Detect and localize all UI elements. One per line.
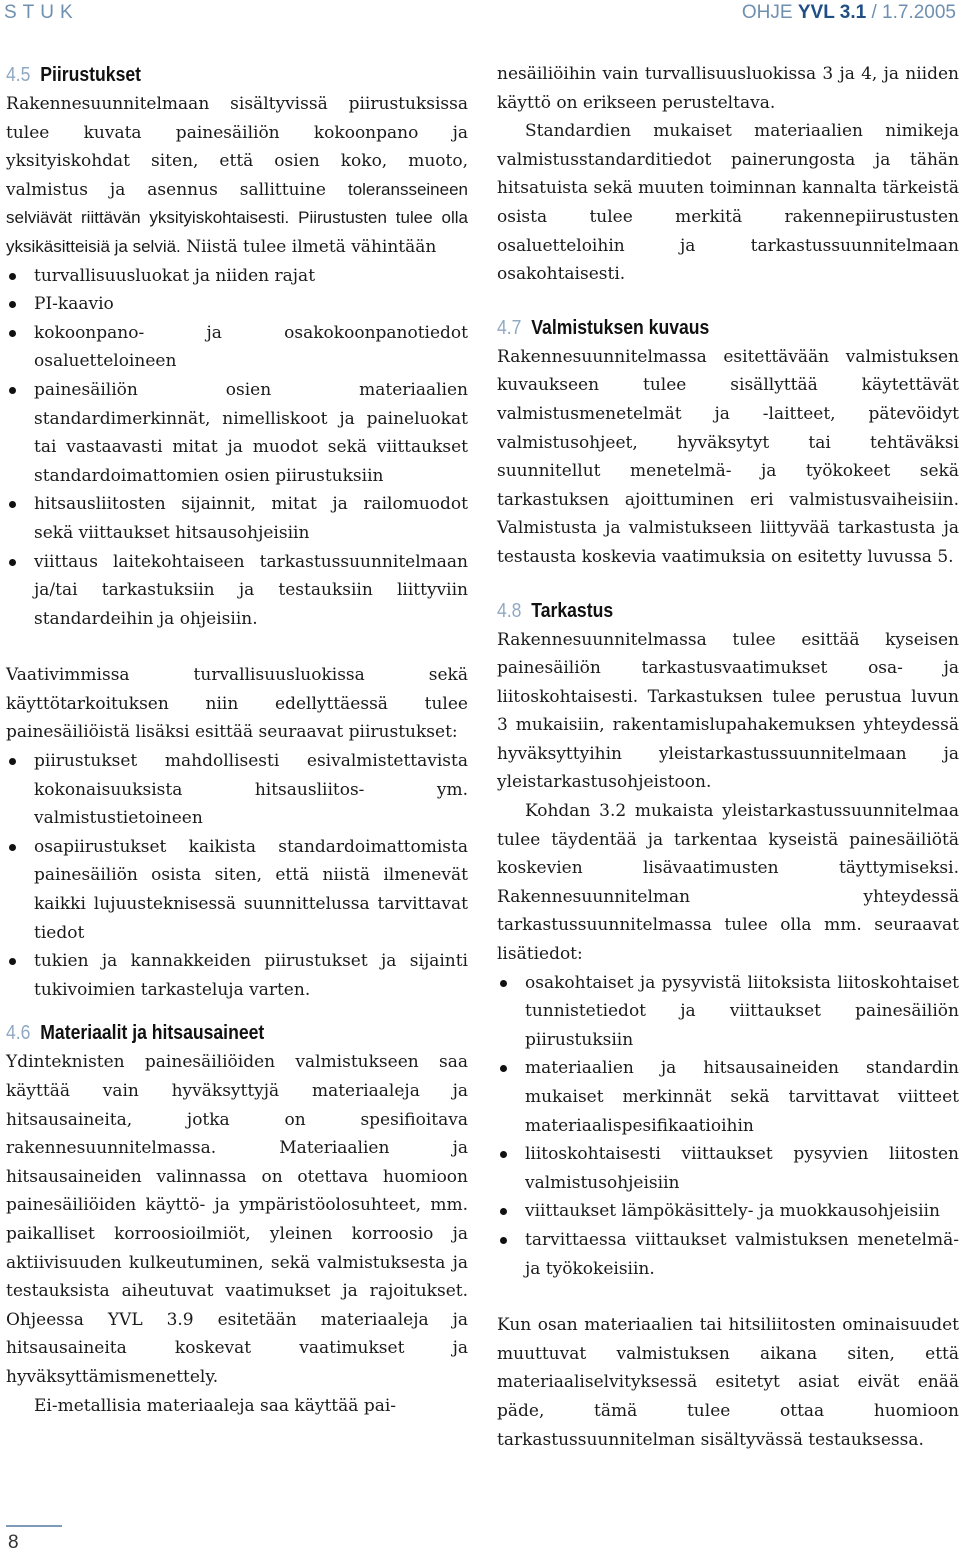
list-item: viittaukset lämpökäsittely- ja muokkausohjeisiin (497, 1197, 959, 1226)
text-sans: toleransseineen selviävät riittävän yksityiskohtaisesti. Piirustusten tulee olla yksikäsitteisiä ja selviä. (6, 179, 468, 256)
list-item: osapiirustukset kaikista standardoimattomista painesäiliön osista siten, että niistä ilmenevät kaikki lujuusteknisessä suunnittelussa tarvittavat tiedot (6, 833, 468, 947)
section-heading-4-5 (6, 60, 413, 90)
section-title: Piirustukset (40, 64, 142, 86)
list-item: liitoskohtaisesti viittaukset pysyvien liitosten valmistusohjeisiin (497, 1140, 959, 1197)
paragraph (6, 90, 468, 262)
bullet-list (6, 747, 468, 1004)
paragraph: Kun osan materiaalien tai hitsiliitosten ominaisuudet muuttuvat valmistuksen aikana siten, että materiaaliselvityksessä esitetyt asiat eivät enää päde, tämä tulee ottaa huomioon tarkastussuunnitelman sisältyvässä testauksessa. (497, 1315, 959, 1450)
page-header (0, 0, 960, 30)
paragraph: Kohdan 3.2 mukaista yleistarkastussuunnitelmaa tulee täydentää ja tarkentaa kyseistä painesäiliötä koskevien lisävaatimusten täyttymiseksi. Rakennesuunnitelman yhteydessä tarkastussuunnitelmassa tulee olla mm. seuraavat lisätiedot: (497, 801, 959, 965)
text-serif: Rakennesuunnitelmaan sisältyvissä piirustuksissa tulee kuvata painesäiliön kokoonpano ja yksityiskohdat siten, että osien koko, muoto, valmistus ja asennus sallittuine (6, 94, 468, 200)
list-item: piirustukset mahdollisesti esivalmistettavista kokonaisuuksista hitsausliitos- ym. valmistustietoineen (6, 747, 468, 833)
left-column (6, 60, 468, 1420)
paragraph: Ei-metallisia materiaaleja saa käyttää pai- (34, 1395, 397, 1416)
section-number: 4.5 (6, 64, 31, 86)
section-title: Materiaalit ja hitsausaineet (40, 1022, 265, 1045)
list-item: painesäiliön osien materiaalien standardimerkinnät, nimelliskoot ja paineluokat tai vastaavasti mitat ja muodot sekä viittaukset standardoimattomien osien piirustuksiin (6, 376, 468, 490)
org-name: STUK (4, 2, 79, 23)
section-number: 4.8 (497, 599, 522, 622)
list-item: turvallisuusluokat ja niiden rajat (6, 262, 468, 291)
footer-rule (6, 1525, 62, 1527)
paragraph: Vaativimmissa turvallisuusluokissa sekä käyttötarkoituksen niin edellyttäessä tulee painesäiliöistä lisäksi esittää seuraavat piirustukset: (6, 665, 468, 743)
section-number: 4.7 (497, 316, 522, 339)
paragraph: Rakennesuunnitelmassa tulee esittää kyseisen painesäiliön tarkastusvaatimukset osa- ja liitoskohtaisesti. Tarkastuksen tulee perustua luvun 3 mukaisiin, rakentamislupahakemuksen yhteydessä hyväksyttyihin yleistarkastussuunnitelmaan ja yleistarkastusohjeistoon. (497, 629, 959, 793)
doc-prefix: OHJE (741, 2, 793, 23)
list-item: hitsausliitosten sijainnit, mitat ja railomuodot sekä viittaukset hitsausohjeisiin (6, 490, 468, 547)
section-number: 4.6 (6, 1022, 31, 1045)
paragraph: Rakennesuunnitelmassa esitettävään valmistuksen kuvaukseen tulee sisällyttää käytettävät valmistusmenetelmät ja -laitteet, pätevöidyt valmistusohjeet, hyväksytyt tai tehtäväksi suunnitellut menetelmä- ja työkokeet sekä tarkastuksen ajoittuminen eri valmistusvaiheisiin. Valmistusta ja valmistukseen liittyvää tarkastusta ja testausta koskevia vaatimuksia on esitetty luvussa 5. (497, 346, 959, 567)
bullet-list (6, 262, 468, 634)
paragraph: nesäiliöihin vain turvallisuusluokissa 3 ja 4, ja niiden käyttö on erikseen perusteltava. (497, 64, 959, 113)
doc-code: YVL 3.1 (797, 2, 867, 23)
section-heading-4-6 (6, 1018, 413, 1048)
doc-reference (742, 2, 956, 24)
section-title: Tarkastus (531, 599, 614, 622)
section-heading-4-7 (497, 313, 904, 343)
list-item: tarvittaessa viittaukset valmistuksen menetelmä- ja työkokeisiin. (497, 1226, 959, 1283)
page-number: 8 (8, 1532, 19, 1553)
paragraph: Ydinteknisten painesäiliöiden valmistukseen saa käyttää vain hyväksyttyjä materiaaleja ja hitsausaineita, jotka on spesifioitava rakennesuunnitelmassa. Materiaalien ja hitsausaineiden valinnassa on otettava huomioon painesäiliöiden käyttö- ja ympäristöolosuhteet, mm. paikalliset korroosioilmiöt, yleinen korroosio ja aktiivisuuden kulkeutuminen, sekä valmistuksesta ja testauksista aiheutuvat vaatimukset ja rajoitukset. Ohjeessa YVL 3.9 esitetään materiaaleja ja hitsausaineita koskevat vaatimukset ja hyväksyttämismenettely. (6, 1052, 468, 1387)
list-item: kokoonpano- ja osakokoonpanotiedot osaluetteloineen (6, 319, 468, 376)
doc-date: / 1.7.2005 (871, 2, 956, 23)
bullet-list (497, 969, 959, 1284)
paragraph: Standardien mukaiset materiaalien nimikeja valmistusstandarditiedot painerungosta ja tähän hitsatuista sekä muuten toiminnan kannalta tärkeistä osista tulee merkitä rakennepiirustusten osaluetteloihin ja tarkastussuunnitelmaan osakohtaisesti. (497, 121, 959, 285)
right-column (497, 60, 959, 1454)
list-item: viittaus laitekohtaiseen tarkastussuunnitelmaan ja/tai tarkastuksiin ja testauksiin liittyviin standardeihin ja ohjeisiin. (6, 548, 468, 634)
list-item: tukien ja kannakkeiden piirustukset ja sijainti tukivoimien tarkasteluja varten. (6, 947, 468, 1004)
section-heading-4-8 (497, 596, 904, 626)
list-item: materiaalien ja hitsausaineiden standardin mukaiset merkinnät sekä tarvittavat viitteet materiaalispesifikaatioihin (497, 1054, 959, 1140)
section-title: Valmistuksen kuvaus (531, 316, 710, 339)
list-item: PI-kaavio (6, 290, 468, 319)
text-end: Niistä tulee ilmetä vähintään (186, 236, 437, 257)
list-item: osakohtaiset ja pysyvistä liitoksista liitoskohtaiset tunnistetiedot ja viittaukset painesäiliön piirustuksiin (497, 969, 959, 1055)
